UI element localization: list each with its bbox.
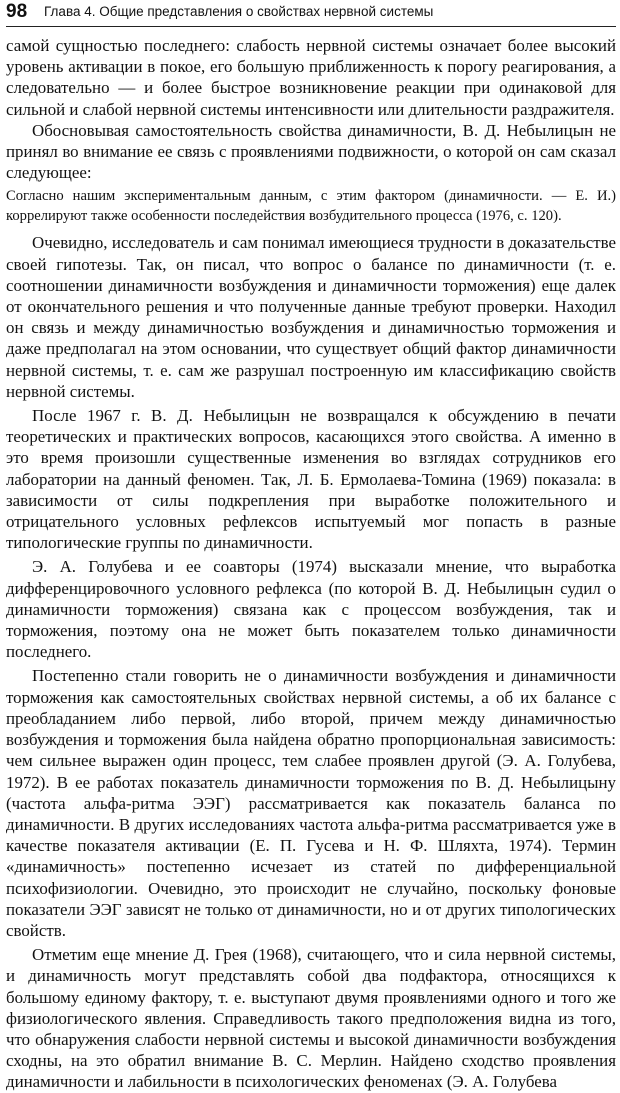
running-title: Глава 4. Общие представления о свойствах нервной системы (44, 4, 434, 19)
page-number: 98 (6, 1, 28, 22)
paragraph: Очевидно, исследователь и сам понимал имеющиеся трудности в доказательстве своей гипотезы. Так, он писал, что вопрос о балансе по динамичности (т. е. соотношении динамичности возбуждения и динамичности торможения) еще далек от окончательного решения и что полученные данные требуют проверки. Находил он связь и между динамичностью возбуждения и динамичностью торможения и даже предполагал на этом основании, что существует общий фактор динамичности нервной системы, т. е. сам же разрушал построенную им классификацию свойств нервной системы. (6, 233, 616, 401)
body-text (6, 35, 616, 1093)
block-quote: Согласно нашим экспериментальным данным, с этим фактором (динамичности. — Е. И.) коррелируют также особенности последействия возбудительного процесса (1976, с. 120). (6, 188, 616, 224)
paragraph: После 1967 г. В. Д. Небылицын не возвращался к обсуждению в печати теоретических и практических вопросов, касающихся этого свойства. А именно в это время произошли существенные изменения во взглядах сотрудников его лаборатории на данный феномен. Так, Л. Б. Ермолаева-Томина (1969) показала: в зависимости от силы подкрепления при выработке положительного и отрицательного условных рефлексов испытуемый мог попасть в разные типологические группы по динамичности. (6, 406, 616, 553)
paragraph: Обосновывая самостоятельность свойства динамичности, В. Д. Небылицын не принял во внимание ее связь с проявлениями подвижности, о которой он сам сказал следующее: (6, 120, 616, 183)
page-header (6, 0, 616, 27)
paragraph: Отметим еще мнение Д. Грея (1968), считающего, что и сила нервной системы, и динамичность могут представлять собой два подфактора, относящихся к большому единому фактору, т. е. выступают двумя проявлениями одного и того же физиологического явления. Справедливость такого предположения видна из того, что обнаружения слабости нервной системы и высокой динамичности возбуждения сходны, на это обратил внимание В. С. Мерлин. Найдено сходство проявления динамичности и лабильности в психологических феноменах (Э. А. Голубева (6, 945, 616, 1092)
paragraph: Э. А. Голубева и ее соавторы (1974) высказали мнение, что выработка дифференцировочного условного рефлекса (по которой В. Д. Небылицын судил о динамичности торможения) связана как с процессом возбуждения, так и торможения, поэтому она не может быть показателем только динамичности последнего. (6, 557, 616, 662)
book-page (6, 0, 616, 1093)
paragraph: Постепенно стали говорить не о динамичности возбуждения и динамичности торможения как самостоятельных свойствах нервной системы, а об их балансе с преобладанием либо первой, либо второй, причем между динамичностью возбуждения и торможения была найдена обратно пропорциональная зависимость: чем сильнее выражен один процесс, тем слабее проявлен другой (Э. А. Голубева, 1972). В ее работах показатель динамичности торможения по В. Д. Небылицыну (частота альфа-ритма ЭЭГ) рассматривается как показатель баланса по динамичности. В других исследованиях частота альфа-ритма рассматривается уже в качестве показателя активации (Е. П. Гусева и Н. Ф. Шляхта, 1974). Термин «динамичность» постепенно исчезает из статей по дифференциальной психофизиологии. Очевидно, это происходит не случайно, поскольку фоновые показатели ЭЭГ зависят не только от динамичности, но и от других типологических свойств. (6, 666, 616, 940)
paragraph-continuation: самой сущностью последнего: слабость нервной системы означает более высокий уровень активации в покое, его большую приближенность к порогу реагирования, а следовательно — и более быстрое возникновение реакции при одинаковой для сильной и слабой нервной системы интенсивности или длительности раздражителя. (6, 36, 616, 119)
